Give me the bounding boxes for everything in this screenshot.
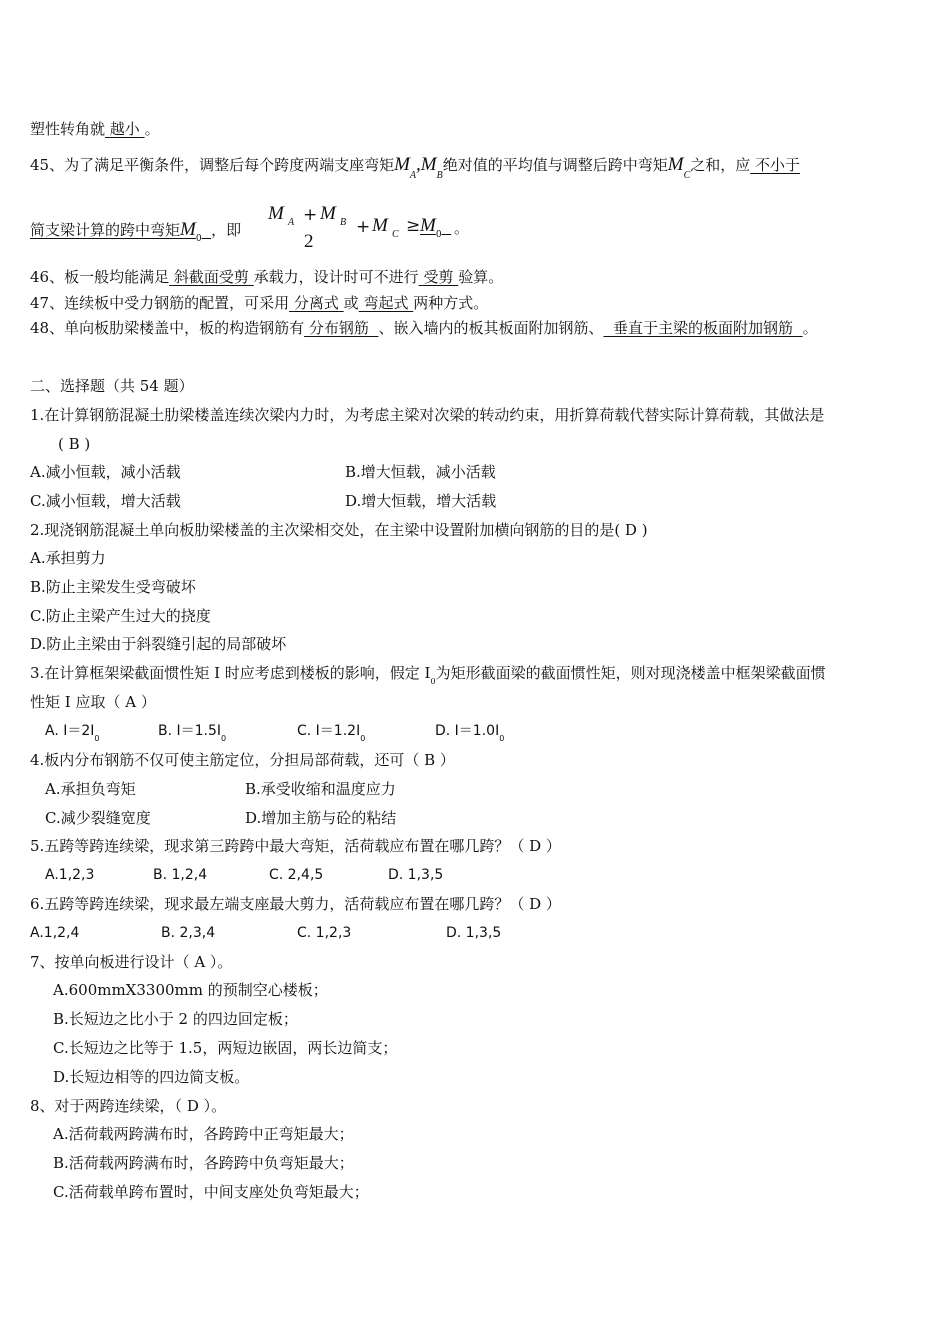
mc2-option-a: A.承担剪力 [30, 549, 106, 567]
q47-answer-1: 分离式 [293, 294, 339, 312]
mc1-option-d: D.增大恒载，增大活载 [345, 492, 497, 510]
mc5-option-d: D. 1,3,5 [388, 867, 444, 883]
mc5-option-b: B. 1,2,4 [153, 867, 208, 883]
mc2-option-b: B.防止主梁发生受弯破坏 [30, 578, 196, 596]
mc4-option-a: A.承担负弯矩 [45, 780, 136, 798]
mc7-option-b: B.长短边之比小于 2 的四边回定板； [53, 1010, 298, 1028]
mc4-option-d: D.增加主筋与砼的粘结 [245, 809, 397, 827]
mc8-option-b: B.活荷载两跨满布时，各跨跨中负弯矩最大； [53, 1154, 354, 1172]
mc4-stem: 4.板内分布钢筋不仅可使主筋定位，分担局部荷载，还可（ B ） [30, 751, 455, 769]
q45-text: 45、为了满足平衡条件，调整后每个跨度两端支座弯矩 [30, 156, 395, 174]
mc3-option-a: A. $I=2I_0$ [45, 723, 100, 743]
q48-answer-2: 垂直于主梁的板面附加钢筋 [613, 319, 794, 337]
q44-answer: 越小 [109, 120, 140, 138]
mc1-answer: ( B ) [58, 435, 91, 453]
q48-answer-1: 分布钢筋 [308, 319, 369, 337]
mc1-option-a: A.减小恒载，减小活载 [30, 463, 181, 481]
mc3-stem: 3.在计算框架梁截面惯性矩 I 时应考虑到楼板的影响，假定 $I_0$为矩形截面梁的截面惯性矩，则对现浇楼盖中框架梁截面惯 [30, 664, 826, 686]
mc6-option-c: C. 1,2,3 [297, 925, 352, 941]
q47: 47、连续板中受力钢筋的配置，可采用 分离式 或 弯起式 两种方式。 [30, 294, 489, 312]
mc3-option-d: D. $I=1.0I_0$ [435, 723, 505, 743]
q46: 46、板一般均能满足 斜截面受剪 承载力，设计时可不进行 受剪 验算。 [30, 268, 504, 286]
section-title: 二、选择题（共 54 题） [30, 377, 194, 395]
q46-answer-2: 受剪 [423, 268, 454, 286]
mc6-stem: 6.五跨等跨连续梁，现求最左端支座最大剪力，活荷载应布置在哪几跨？（ D ） [30, 895, 561, 913]
mc1-option-c: C.减小恒载，增大活载 [30, 492, 181, 510]
mc7-option-d: D.长短边相等的四边简支板。 [53, 1068, 250, 1086]
mc8-option-a: A.活荷载两跨满布时，各跨跨中正弯矩最大； [53, 1125, 354, 1143]
mc1-stem: 1.在计算钢筋混凝土肋梁楼盖连续次梁内力时，为考虑主梁对次梁的转动约束，用折算荷载代替实际计算荷载，其做法是 [30, 406, 825, 424]
mc3-option-b: B. $I=1.5I_0$ [158, 723, 227, 743]
q46-answer-1: 斜截面受剪 [173, 268, 249, 286]
q45-line1: 45、为了满足平衡条件，调整后每个跨度两端支座弯矩$M_A,M_B$绝对值的平均值与调整后跨中弯矩$M_C$之和，应 不小于 [30, 154, 801, 181]
q45-answer-2: 简支梁计算的跨中弯矩$M_0$ [30, 219, 202, 244]
mc5-option-a: A.1,2,3 [45, 867, 95, 883]
q45-answer-1: 不小于 [755, 156, 801, 174]
mc5-stem: 5.五跨等跨连续梁，现求第三跨跨中最大弯矩，活荷载应布置在哪几跨？（ D ） [30, 837, 561, 855]
mc4-option-b: B.承受收缩和温度应力 [245, 780, 396, 798]
mc2-option-d: D.防止主梁由于斜裂缝引起的局部破坏 [30, 635, 287, 653]
mc6-option-a: A.1,2,4 [30, 925, 80, 941]
mc8-option-c: C.活荷载单跨布置时，中间支座处负弯矩最大； [53, 1183, 369, 1201]
mc4-option-c: C.减少裂缝宽度 [45, 809, 151, 827]
mc7-option-c: C.长短边之比等于 1.5，两短边嵌固，两长边简支； [53, 1039, 398, 1057]
mc7-option-a: A.600mmX3300mm 的预制空心楼板； [53, 981, 328, 999]
mc3-stem-2: 性矩 I 应取（ A ） [30, 693, 156, 711]
q44-text: 塑性转角就 [30, 120, 106, 138]
q44-period: 。 [144, 120, 160, 138]
document-page: 塑性转角就 越小 。 45、为了满足平衡条件，调整后每个跨度两端支座弯矩$M_A,M_B$绝对值的平均值与调整后跨中弯矩$M_C$之和，应 不小于 简支梁计算的跨中弯矩$M_0$ ，即 M A + M B 2 + M C ≥ $M_0$ 。 46、板一般均能满足 斜截面受剪 承载力，设计时可不进行 受剪 验算。 47、连续板中受力钢筋的配置，可采用 分离式 或 弯起式 两种方式。 48、单向板肋梁楼盖中，板的构造钢筋有 分布钢筋 、嵌入墙内的板其板面附加钢筋、 垂直于主梁的板面附加钢筋 。 二、选择题（共 54 题） 1.在计算钢筋混凝土肋梁楼盖连续次梁内力时，为考虑主梁对次梁的转动约束，用折算荷载代替实际计算荷载，其做法是 ( B ) A.减小恒载，减小活载 B.增大恒载，减小活载 C.减小恒载，增大活载 D.增大恒载，增大活载 2.现浇钢筋混凝土单向板肋梁楼盖的主次梁相交处，在主梁中设置附加横向钢筋的目的是( D ) A.承担剪力 B.防止主梁发生受弯破坏 C.防止主梁产生过大的挠度 D.防止主梁由于斜裂缝引起的局部破坏 3.在计算框架梁截面惯性矩 I 时应考虑到楼板的影响，假定 $I_0$为矩形截面梁的截面惯性矩，则对现浇楼盖中框架梁截面惯 性矩 I 应取（ A ） A. $I=2I_0$ B. $I=1.5I_0$ C. $I=1.2I_0$ D. $I=1.0I_0$ 4.板内分布钢筋不仅可使主筋定位，分担局部荷载，还可（ B ） A.承担负弯矩 B.承受收缩和温度应力 C.减少裂缝宽度 D.增加主筋与砼的粘结 5.五跨等跨连续梁，现求第三跨跨中最大弯矩，活荷载应布置在哪几跨？（ D ） A.1,2,3 B. 1,2,4 C. 2,4,5 D. 1,3,5 6.五跨等跨连续梁，现求最左端支座最大剪力，活荷载应布置在哪几跨？（ D ） A.1,2,4 B. 2,3,4 C. 1,2,3 D. 1,3,5 7、按单向板进行设计（ A ）。 A.600mmX3300mm 的预制空心楼板； B.长短边之比小于 2 的四边回定板； C.长短边之比等于 1.5，两短边嵌固，两长边简支； D.长短边相等的四边简支板。 8、对于两跨连续梁，（ D ）。 A.活荷载两跨满布时，各跨跨中正弯矩最大； B.活荷载两跨满布时，各跨跨中负弯矩最大； C.活荷载单跨布置时，中间支座处负弯矩最大； [30, 120, 826, 1201]
q48: 48、单向板肋梁楼盖中，板的构造钢筋有 分布钢筋 、嵌入墙内的板其板面附加钢筋、 垂直于主梁的板面附加钢筋 。 [30, 319, 818, 337]
q45-line2: 简支梁计算的跨中弯矩$M_0$ ，即 [30, 219, 242, 244]
q44-tail [30, 119, 160, 139]
q47-answer-2: 弯起式 [363, 294, 409, 312]
mc1-option-b: B.增大恒载，减小活载 [345, 463, 496, 481]
mc2-stem: 2.现浇钢筋混凝土单向板肋梁楼盖的主次梁相交处，在主梁中设置附加横向钢筋的目的是( D ) [30, 521, 648, 539]
mc3-option-c: C. $I=1.2I_0$ [297, 723, 366, 743]
mc8-stem: 8、对于两跨连续梁，（ D ）。 [30, 1097, 227, 1115]
mc6-option-b: B. 2,3,4 [161, 925, 216, 941]
mc7-stem: 7、按单向板进行设计（ A ）。 [30, 953, 233, 971]
mc6-option-d: D. 1,3,5 [446, 925, 502, 941]
mc2-option-c: C.防止主梁产生过大的挠度 [30, 607, 211, 625]
mc5-option-c: C. 2,4,5 [269, 867, 324, 883]
